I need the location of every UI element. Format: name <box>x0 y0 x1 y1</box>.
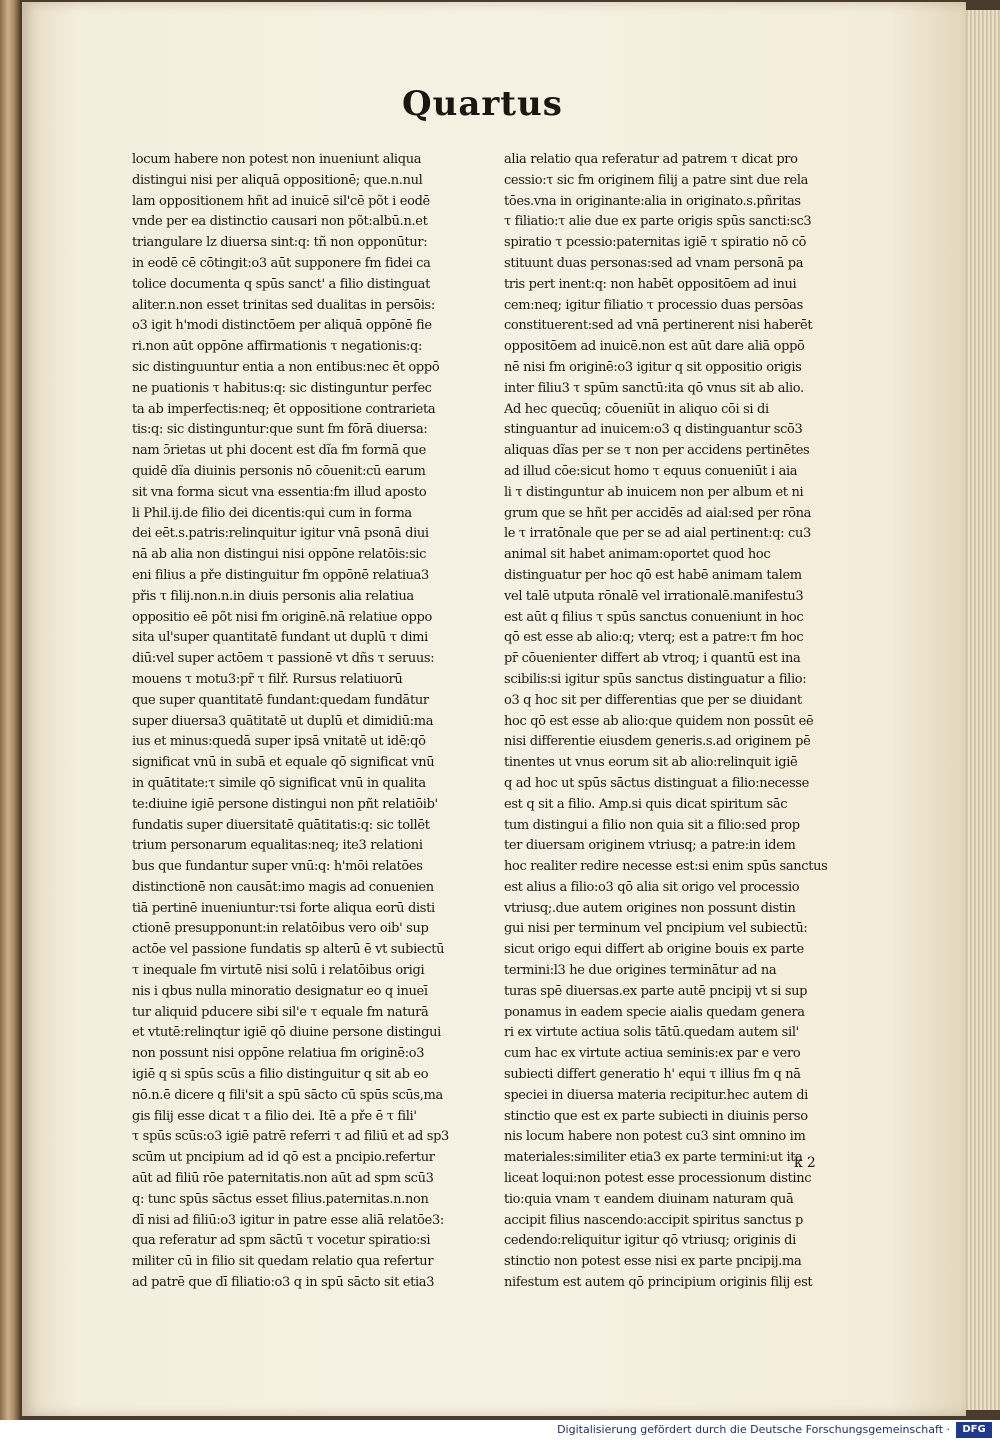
text-line: turas spē diuersas.ex parte autē pncipij vt si sup <box>504 983 808 999</box>
text-line: li τ distinguntur ab inuicem non per album et ni <box>504 484 804 500</box>
text-line: eni filius a pře distinguitur fm oppōnē relatiua3 <box>132 567 429 583</box>
text-line: o3 igit h'modi distinctōem per aliquā oppōnē fie <box>132 318 432 334</box>
text-line: dei eēt.s.patris:relinquitur igitur vnā psonā diui <box>132 526 429 542</box>
text-line: nā ab alia non distingui nisi oppōne relatōis:sic <box>132 547 427 563</box>
text-line: pr̄ cōuenienter differt ab vtroq; i quantū est ina <box>504 651 801 667</box>
text-line: tolice documenta q spūs sanct' a filio distinguat <box>132 276 430 292</box>
text-line: tinentes ut vnus eorum sit ab alio:relinquit igiē <box>504 755 798 771</box>
text-line: hoc qō est esse ab alio:que quidem non possūt eē <box>504 713 814 729</box>
text-line: distingui nisi per aliquā oppositionē; que.n.nul <box>132 172 423 188</box>
text-line: animal sit habet animam:oportet quod hoc <box>504 547 771 563</box>
text-line: ius et minus:quedā super ipsā vnitatē ut idē:qō <box>132 734 426 750</box>
funding-notice: Digitalisierung gefördert durch die Deutsche Forschungsgemeinschaft · <box>557 1423 950 1436</box>
text-line: tiā pertinē inueniuntur:τsi forte aliqua eorū disti <box>132 900 435 916</box>
text-line: vel talē utputa rōnalē vel irrationalē.manifestu3 <box>504 588 804 604</box>
text-line: non possunt nisi oppōne relatiua fm originē:o3 <box>132 1046 425 1062</box>
text-line: bus que fundantur super vnū:q: h'mōi relatōes <box>132 859 423 875</box>
text-line: inter filiu3 τ spūm sanctū:ita qō vnus sit ab alio. <box>504 380 804 396</box>
text-line: Ad hec quecūq; cōueniūt in aliquo cōi si di <box>504 401 769 417</box>
text-line: spiratio τ pcessio:paternitas igiē τ spiratio nō cō <box>504 235 807 251</box>
text-line: nō.n.ē dicere q fili'sit a spū sācto cū spūs scūs,ma <box>132 1087 443 1103</box>
text-line: fundatis super diuersitatē quātitatis:q: sic tollēt <box>132 817 430 833</box>
text-line: qua referatur ad spm sāctū τ vocetur spiratio:si <box>132 1233 431 1249</box>
text-line: tio:quia vnam τ eandem diuinam naturam quā <box>504 1191 794 1207</box>
text-line: tum distingui a filio non quia sit a filio:sed prop <box>504 817 800 833</box>
book-page <box>22 2 966 1416</box>
text-line: přis τ filij.non.n.in diuis personis alia relatiua <box>132 588 414 604</box>
text-line: sicut origo equi differt ab origine bouis ex parte <box>504 942 804 958</box>
text-line: que super quantitatē fundant:quedam fundātur <box>132 692 429 708</box>
text-line: nis locum habere non potest cu3 sint omnino im <box>504 1129 806 1145</box>
text-line: triangulare lz diuersa sint:q: tñ non opponūtur: <box>132 235 428 251</box>
text-line: est q sit a filio. Amp.si quis dicat spiritum sāc <box>504 796 788 812</box>
text-line: τ filiatio:τ alie due ex parte origis spūs sancti:sc3 <box>504 214 812 230</box>
text-line: gui nisi per terminum vel pncipium vel subiectū: <box>504 921 808 937</box>
text-line: cem:neq; igitur filiatio τ processio duas persōas <box>504 297 803 313</box>
text-line: aliter.n.non esset trinitas sed dualitas in persōis: <box>132 297 435 313</box>
text-line: q ad hoc ut spūs sāctus distinguat a filio:necesse <box>504 775 809 791</box>
text-line: ponamus in eadem specie aialis quedam genera <box>504 1004 805 1020</box>
text-line: militer cū in filio sit quedam relatio qua refertur <box>132 1254 434 1270</box>
text-line: vtriusq;.due autem origines non possunt distin <box>504 900 796 916</box>
text-line: ad patrē que dī filiatio:o3 q in spū sācto sit etia3 <box>132 1275 435 1291</box>
text-line: scibilis:si igitur spūs sanctus distinguatur a filio: <box>504 671 807 687</box>
running-headline: Quartus <box>402 84 563 124</box>
text-line: tris pert inent:q: non habēt oppositōem ad inui <box>504 276 797 292</box>
text-line: le τ irratōnale que per se ad aial pertinent:q: cu3 <box>504 526 811 542</box>
text-line: et vtutē:relinqtur igiē qō diuine persone distingui <box>132 1025 441 1041</box>
text-line: ne puationis τ habitus:q: sic distinguntur perfec <box>132 380 432 396</box>
text-line: cedendo:reliquitur igitur qō vtriusq; originis di <box>504 1233 796 1249</box>
text-line: subiecti differt generatio h' equi τ illius fm q nā <box>504 1067 801 1083</box>
text-line: termini:l3 he due origines terminātur ad na <box>504 963 777 979</box>
text-line: stinguantur ad inuicem:o3 q distinguantur scō3 <box>504 422 803 438</box>
signature-mark: k 2 <box>794 1155 816 1171</box>
text-line: constituerent:sed ad vnā pertinerent nisi haberēt <box>504 318 813 334</box>
text-line: mouens τ motu3:pr̃ τ filř. Rursus relatiuorū <box>132 671 403 687</box>
text-line: oppositōem ad inuicē.non est aūt dare aliā oppō <box>504 339 805 355</box>
text-line: actōe vel passione fundatis sp alterū ē vt subiectū <box>132 942 445 958</box>
text-line: sic distinguuntur entia a non entibus:nec ēt oppō <box>132 359 440 375</box>
text-line: grum que se hñt per accidēs ad aial:sed per rōna <box>504 505 812 521</box>
text-line: est aūt q filius τ spūs sanctus conueniunt in hoc <box>504 609 804 625</box>
text-line: accipit filius nascendo:accipit spiritus sanctus p <box>504 1212 803 1228</box>
text-line: τ inequale fm virtutē nisi solū i relatōibus origi <box>132 963 425 979</box>
text-line: distinguatur per hoc qō est habē animam talem <box>504 567 802 583</box>
text-line: speciei in diuersa materia recipitur.hec autem di <box>504 1087 808 1103</box>
previous-page-edge <box>0 0 20 1420</box>
text-line: est alius a filio:o3 qō alia sit origo vel processio <box>504 879 800 895</box>
text-line: liceat loqui:non potest esse processionum distinc <box>504 1171 812 1187</box>
text-line: sit vna forma sicut vna essentia:fm illud aposto <box>132 484 427 500</box>
text-line: cessio:τ sic fm originem filij a patre sint due rela <box>504 172 809 188</box>
text-line: oppositio eē põt nisi fm originē.nā relatiue oppo <box>132 609 432 625</box>
text-line: ta ab imperfectis:neq; ēt oppositione contrarieta <box>132 401 436 417</box>
text-line: nisi differentie eiusdem generis.s.ad originem pē <box>504 734 811 750</box>
text-line: lam oppositionem hñt ad inuicē sil'cē põt i eodē <box>132 193 430 209</box>
text-line: nē nisi fm originē:o3 igitur q sit oppositio origis <box>504 359 802 375</box>
text-line: trium personarum equalitas:neq; ite3 relationi <box>132 838 423 854</box>
text-line: q: tunc spūs sāctus esset filius.paternitas.n.non <box>132 1191 429 1207</box>
text-line: ctionē presupponunt:in relatōibus vero oib' sup <box>132 921 429 937</box>
text-line: significat vnū in subā et equale qō significat vnū <box>132 755 435 771</box>
text-line: diū:vel super actōem τ passionē vt dñs τ seruus: <box>132 651 435 667</box>
text-line: dī nisi ad filiū:o3 igitur in patre esse aliā relatōe3: <box>132 1212 444 1228</box>
text-line: ad illud cōe:sicut homo τ equus conueniūt i aia <box>504 463 798 479</box>
text-line: ri ex virtute actiua solis tātū.quedam autem sil' <box>504 1025 799 1041</box>
text-line: stinctio que est ex parte subiecti in diuinis perso <box>504 1108 808 1124</box>
text-line: o3 q hoc sit per differentias que per se diuidant <box>504 692 802 708</box>
digitization-footer <box>0 1420 1000 1441</box>
text-line: ri.non aūt oppōne affirmationis τ negationis:q: <box>132 339 423 355</box>
text-line: ter diuersam originem vtriusq; a patre:in idem <box>504 838 796 854</box>
text-line: li Phil.ij.de filio dei dicentis:qui cum in forma <box>132 505 412 521</box>
text-line: aūt ad filiū rōe paternitatis.non aūt ad spm scū3 <box>132 1171 434 1187</box>
text-line: locum habere non potest non inueniunt aliqua <box>132 152 422 167</box>
text-line: in eodē cē cōtingit:o3 aūt supponere fm fidei ca <box>132 255 431 271</box>
text-line: scūm ut pncipium ad id qō est a pncipio.refertur <box>132 1150 435 1166</box>
text-line: nifestum est autem qō principium originis filij est <box>504 1275 813 1291</box>
text-line: stinctio non potest esse nisi ex parte pncipij.ma <box>504 1254 802 1270</box>
text-line: in quātitate:τ simile qō significat vnū in qualita <box>132 775 426 791</box>
text-line: materiales:similiter etia3 ex parte termini:ut ita <box>504 1150 803 1166</box>
text-line: cum hac ex virtute actiua seminis:ex par e vero <box>504 1046 801 1062</box>
text-line: nis i qbus nulla minoratio designatur eo q inueī <box>132 983 428 999</box>
dfg-logo: DFG <box>956 1422 992 1438</box>
text-line: sita ul'super quantitatē fundant ut duplū τ dimi <box>132 630 428 646</box>
text-line: tis:q: sic distinguntur:que sunt fm fōrā diuersa: <box>132 422 428 438</box>
text-line: qō est esse ab alio:q; vterq; est a patre:τ fm hoc <box>504 630 804 646</box>
text-line: alia relatio qua referatur ad patrem τ dicat pro <box>504 152 798 167</box>
text-line: τ spūs scūs:o3 igiē patrē referri τ ad filiū et ad sp3 <box>132 1129 449 1145</box>
text-line: aliquas dĩas per se τ non per accidens pertinētes <box>504 443 810 459</box>
text-line: vnde per ea distinctio causari non põt:albū.n.et <box>132 214 428 230</box>
text-line: stituunt duas personas:sed ad vnam personā pa <box>504 255 804 271</box>
text-line: gis filij esse dicat τ a filio dei. Itē a pře ē τ fili' <box>132 1108 417 1124</box>
text-line: distinctionē non causāt:imo magis ad conuenien <box>132 879 434 895</box>
text-line: tōes.vna in originante:alia in originato.s.pñritas <box>504 193 801 209</box>
text-line: igiē q si spūs scūs a filio distinguitur q sit ab eo <box>132 1067 429 1083</box>
text-column-left <box>132 150 487 1291</box>
text-line: tur aliquid pducere sibi sil'e τ equale fm naturā <box>132 1004 429 1020</box>
text-line: nam ɔ̄rietas ut phi docent est dĩa fm formā que <box>132 443 426 459</box>
text-line: te:diuine igiē persone distingui non pñt relatiōib' <box>132 796 438 812</box>
text-line: super diuersa3 quātitatē ut duplū et dimidiū:ma <box>132 713 434 729</box>
text-line: hoc realiter redire necesse est:si enim spūs sanctus <box>504 859 828 875</box>
text-line: quidē dĩa diuinis personis nō cōuenit:cū earum <box>132 463 426 479</box>
